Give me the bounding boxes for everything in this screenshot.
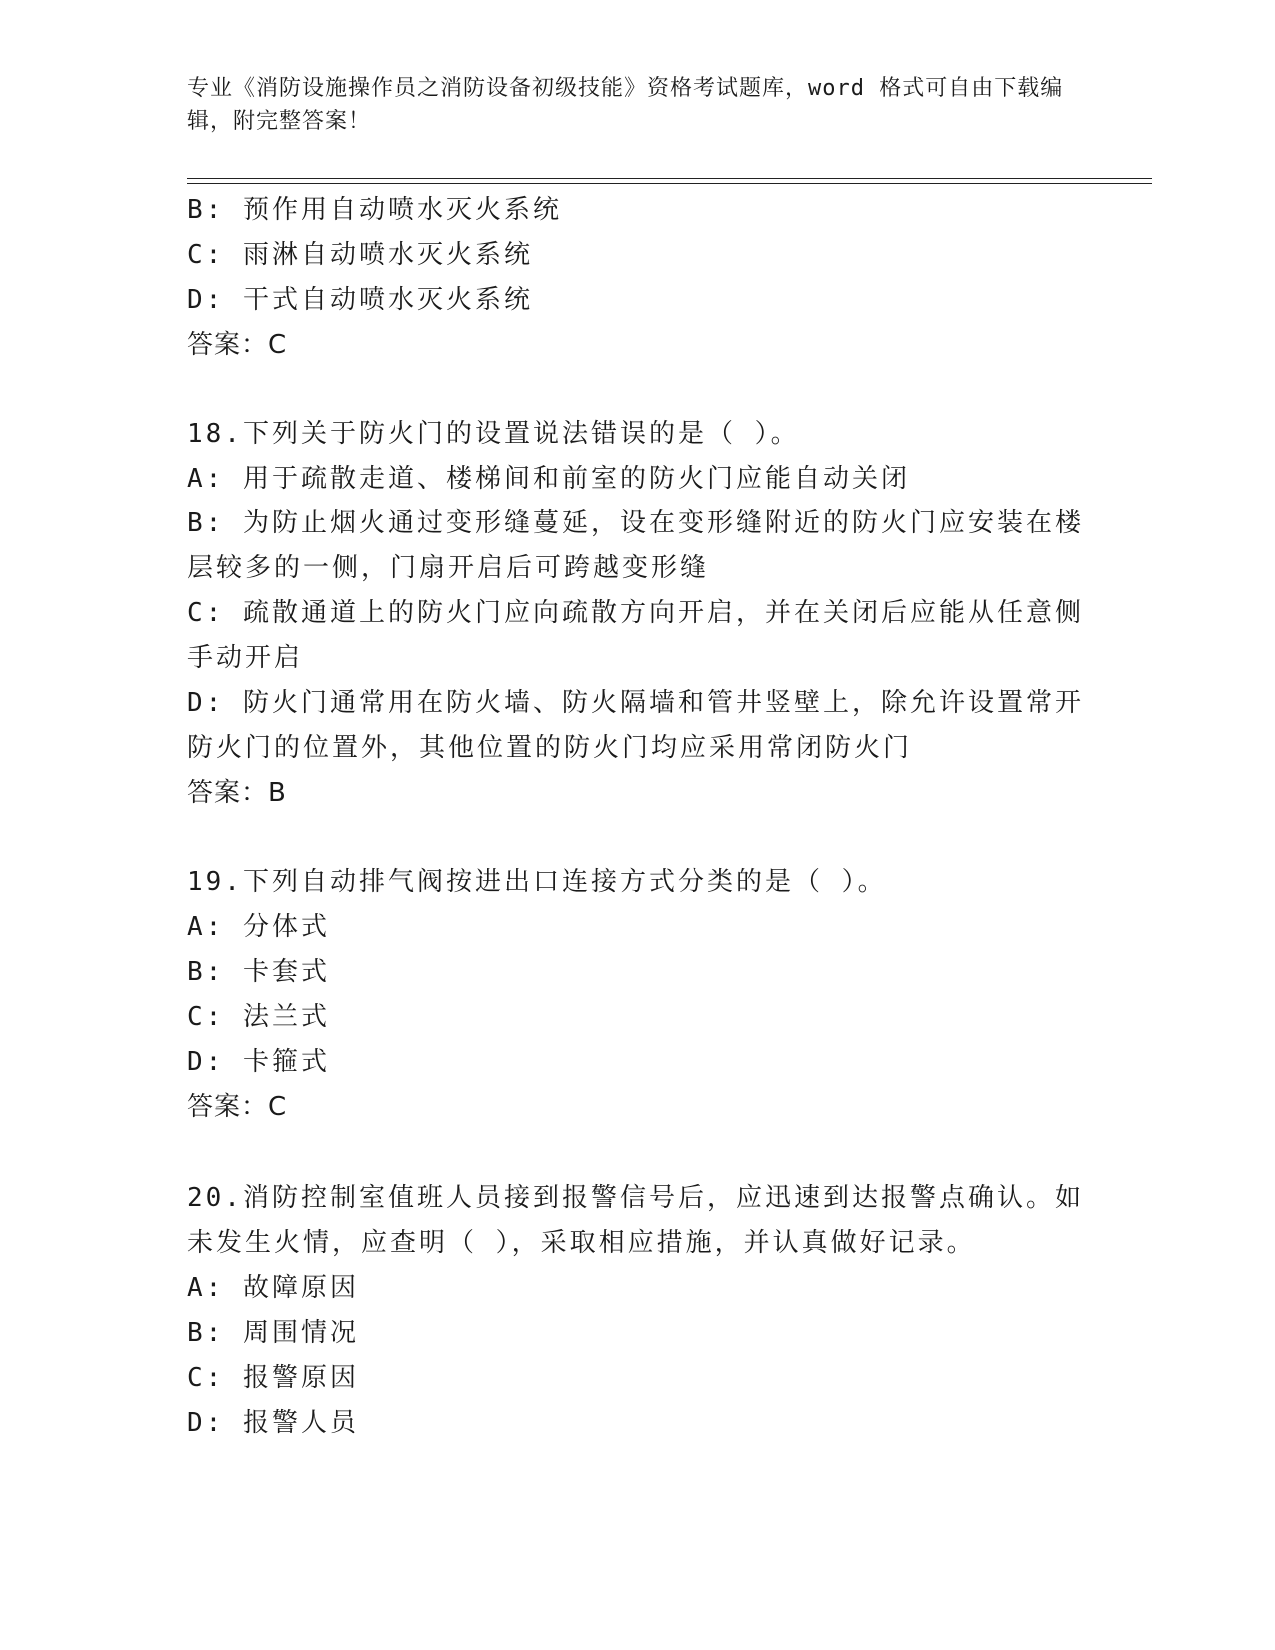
q18-option-c-line1: C: 疏散通道上的防火门应向疏散方向开启，并在关闭后应能从任意侧 (187, 598, 1084, 628)
q20-stem-line1: 20.消防控制室值班人员接到报警信号后，应迅速到达报警点确认。如 (187, 1183, 1084, 1213)
q18-stem: 18.下列关于防火门的设置说法错误的是（ ）。 (187, 419, 800, 449)
q18-option-b-line2: 层较多的一侧，门扇开启后可跨越变形缝 (187, 553, 710, 583)
q18-option-b-line1: B: 为防止烟火通过变形缝蔓延，设在变形缝附近的防火门应安装在楼 (187, 508, 1084, 538)
document-header: 专业《消防设施操作员之消防设备初级技能》资格考试题库，word 格式可自由下载编辑，附完整答案！ (187, 76, 1064, 134)
header-divider-bottom (187, 183, 1152, 184)
q20-option-c: C: 报警原因 (187, 1363, 359, 1393)
q20-stem-line2: 未发生火情，应查明（ ），采取相应措施，并认真做好记录。 (187, 1228, 976, 1258)
q20-option-a: A: 故障原因 (187, 1273, 359, 1303)
q19-option-b: B: 卡套式 (187, 957, 330, 987)
q18-option-c-line2: 手动开启 (187, 643, 304, 673)
q17-option-b: B: 预作用自动喷水灭火系统 (187, 195, 562, 225)
q19-stem: 19.下列自动排气阀按进出口连接方式分类的是（ ）。 (187, 867, 887, 897)
q20-option-d: D: 报警人员 (187, 1408, 359, 1438)
q17-answer: 答案：C (187, 330, 288, 360)
q18-answer: 答案：B (187, 778, 287, 808)
header-divider-top (187, 178, 1152, 179)
q19-option-d: D: 卡箍式 (187, 1047, 330, 1077)
q19-option-c: C: 法兰式 (187, 1002, 330, 1032)
q18-option-d-line2: 防火门的位置外，其他位置的防火门均应采用常闭防火门 (187, 733, 913, 763)
q17-option-d: D: 干式自动喷水灭火系统 (187, 285, 533, 315)
q19-answer: 答案：C (187, 1092, 288, 1122)
q18-option-a: A: 用于疏散走道、楼梯间和前室的防火门应能自动关闭 (187, 464, 910, 494)
q19-option-a: A: 分体式 (187, 912, 330, 942)
q18-option-d-line1: D: 防火门通常用在防火墙、防火隔墙和管井竖壁上，除允许设置常开 (187, 688, 1084, 718)
q20-option-b: B: 周围情况 (187, 1318, 359, 1348)
q17-option-c: C: 雨淋自动喷水灭火系统 (187, 240, 533, 270)
